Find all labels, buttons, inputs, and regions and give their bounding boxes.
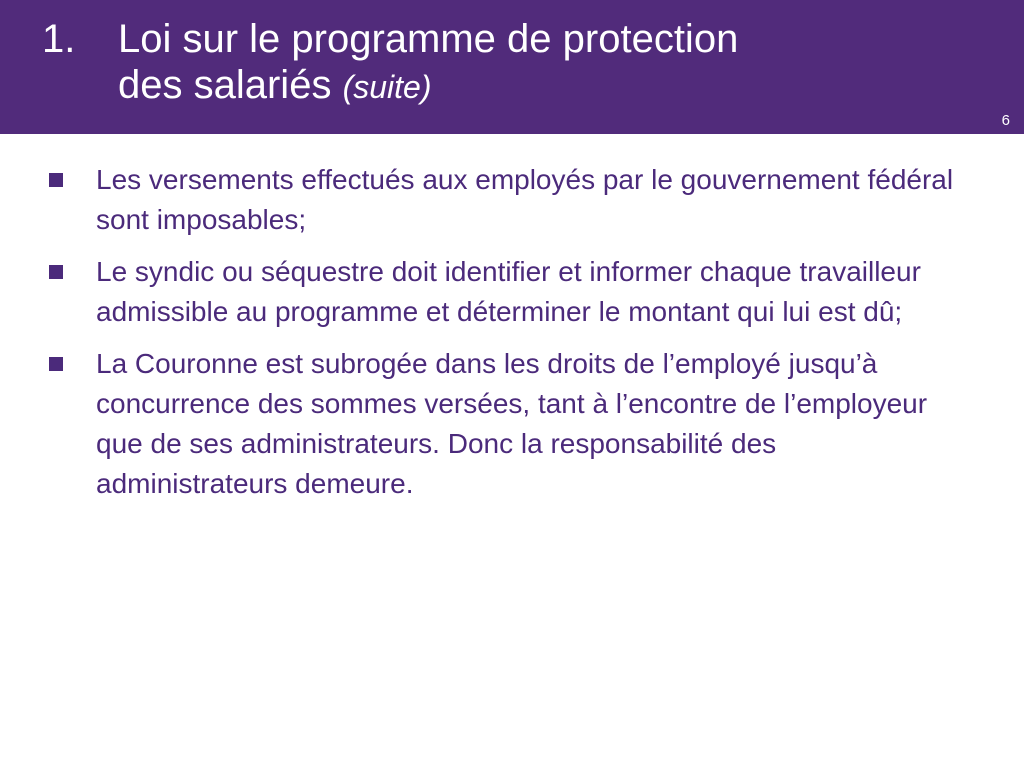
title-suffix: (suite) (342, 69, 432, 105)
square-bullet-icon (49, 173, 63, 187)
square-bullet-icon (49, 265, 63, 279)
bullet-item (46, 160, 966, 240)
bullet-text: Les versements effectués aux employés par le gouvernement fédéral sont imposables; (96, 164, 954, 235)
bullet-item (46, 252, 966, 332)
square-bullet-icon (49, 357, 63, 371)
bullet-text: La Couronne est subrogée dans les droits de l’employé jusqu’à concurrence des sommes versées, tant à l’encontre de l’employeur que de ses administrateurs. Donc la responsabilité des administrateurs demeure. (96, 348, 928, 499)
bullet-item (46, 344, 966, 504)
title-band (0, 0, 1024, 134)
bullet-list (46, 160, 966, 516)
bullet-text: Le syndic ou séquestre doit identifier et informer chaque travailleur admissible au programme et déterminer le montant qui lui est dû; (96, 256, 921, 327)
slide-title (118, 16, 958, 110)
title-line-2 (118, 62, 958, 110)
title-line-2-text: des salariés (118, 63, 332, 107)
slide-number: 6 (1001, 112, 1010, 129)
title-number: 1. (42, 17, 76, 61)
title-line-1: Loi sur le programme de protection (118, 17, 739, 61)
